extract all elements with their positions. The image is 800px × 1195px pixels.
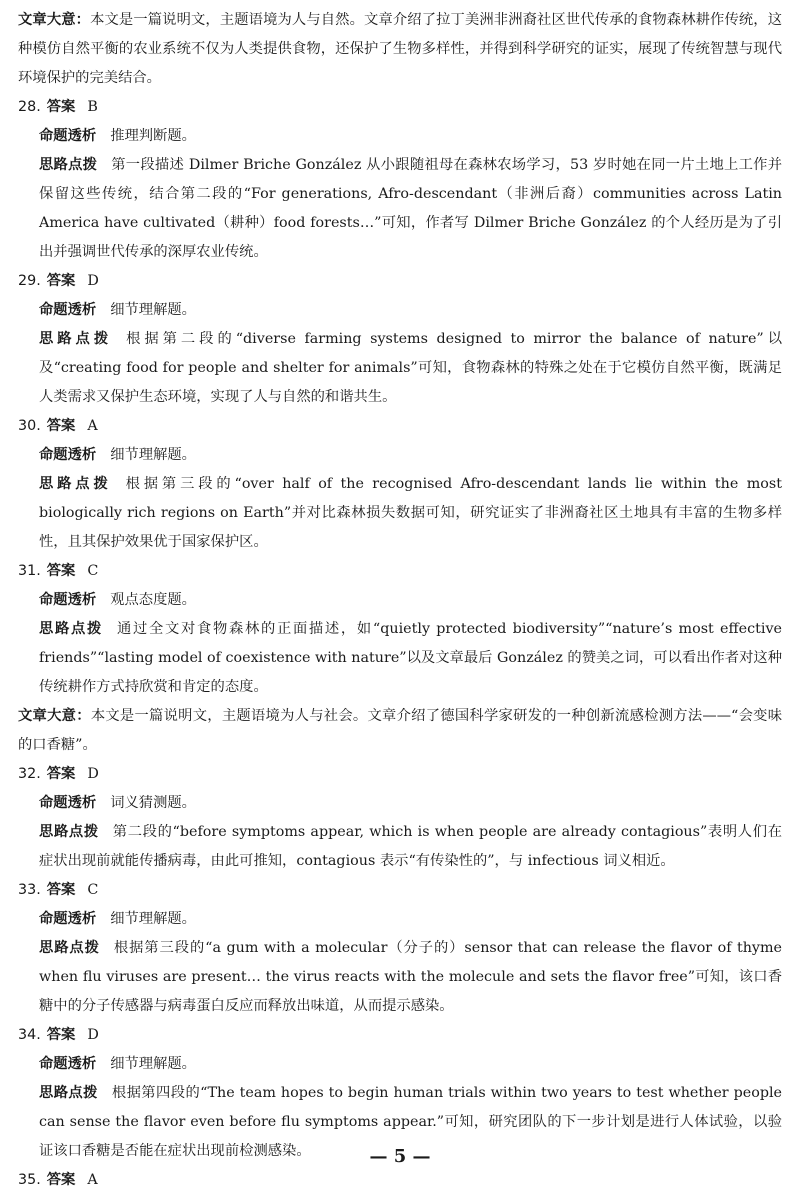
question-block-30 [18,412,782,557]
hint-label: 思路点拨 [39,824,99,840]
analysis-label: 命题透析 [39,795,97,811]
analysis-row [18,586,782,615]
hint-row [18,151,782,267]
answer-value: D [87,273,99,289]
answer-value: D [87,766,99,782]
analysis-label: 命题透析 [39,302,97,318]
question-header [18,1021,782,1050]
analysis-text: 词义猜测题。 [110,795,196,811]
summary-paragraph [18,702,782,760]
answer-value: D [87,1027,99,1043]
analysis-text: 细节理解题。 [110,1056,196,1072]
analysis-text: 观点态度题。 [110,592,196,608]
question-number: 28. [18,99,41,115]
hint-text: 根据第二段的“diverse farming systems designed to mirror the balance of nature”以及“creating food for people and shelter for animals”可知，食物森林的特殊之处在于它模仿自然平衡，既满足人类需求又保护生态环境，实现了人与自然的和谐共生。 [39,331,783,405]
hint-label: 思路点拨 [39,157,98,173]
page-number: — 5 — [369,1146,431,1167]
question-header [18,412,782,441]
analysis-label: 命题透析 [39,592,97,608]
hint-label: 思路点拨 [39,476,112,492]
hint-text: 第一段描述 Dilmer Briche González 从小跟随祖母在森林农场学习，53 岁时她在同一片土地上工作并保留这些传统，结合第二段的“For generations, Afro-descendant（非洲后裔）communities across Latin America have cultivated（耕种）food forests…”可知，作者写 Dilmer Briche González 的个人经历是为了引出并强调世代传承的深厚农业传统。 [39,157,783,260]
hint-text: 根据第三段的“over half of the recognised Afro-descendant lands lie within the most biologically rich regions on Earth”并对比森林损失数据可知，研究证实了非洲裔社区土地具有丰富的生物多样性，且其保护效果优于国家保护区。 [39,476,782,550]
question-number: 35. [18,1172,41,1188]
analysis-row [18,905,782,934]
analysis-label: 命题透析 [39,911,97,927]
question-header [18,267,782,296]
question-header [18,93,782,122]
summary-text: 本文是一篇说明文，主题语境为人与自然。文章介绍了拉丁美洲非洲裔社区世代传承的食物森林耕作传统，这种模仿自然平衡的农业系统不仅为人类提供食物，还保护了生物多样性，并得到科学研究的证实，展现了传统智慧与现代环境保护的完美结合。 [18,12,783,86]
hint-row [18,934,782,1021]
answer-value: C [87,563,99,579]
question-block-31 [18,557,782,702]
analysis-text: 细节理解题。 [110,302,196,318]
hint-label: 思路点拨 [39,331,113,347]
analysis-row [18,789,782,818]
analysis-row [18,1050,782,1079]
answer-label: 答案 [46,882,76,898]
hint-label: 思路点拨 [39,1085,98,1101]
answer-value: C [87,882,99,898]
hint-text: 根据第四段的“The team hopes to begin human trials within two years to test whether people can sense the flavor even before flu symptoms appear.”可知，研究团队的下一步计划是进行人体试验，以验证该口香糖是否能在症状出现前检测感染。 [39,1085,783,1159]
question-number: 34. [18,1027,41,1043]
question-header [18,557,782,586]
hint-label: 思路点拨 [39,621,103,637]
question-number: 33. [18,882,41,898]
answer-label: 答案 [46,99,76,115]
answer-label: 答案 [46,1172,76,1188]
question-header [18,876,782,905]
question-block-33 [18,876,782,1021]
hint-row [18,325,782,412]
summary-paragraph [18,6,782,93]
question-block-35 [18,1166,782,1195]
analysis-label: 命题透析 [39,447,97,463]
question-header [18,1166,782,1195]
answer-label: 答案 [46,1027,76,1043]
analysis-text: 细节理解题。 [110,911,196,927]
analysis-text: 细节理解题。 [110,447,196,463]
answer-label: 答案 [46,766,76,782]
hint-label: 思路点拨 [39,940,100,956]
answer-label: 答案 [46,563,76,579]
summary-text: 本文是一篇说明文，主题语境为人与社会。文章介绍了德国科学家研发的一种创新流感检测方法——“会变味的口香糖”。 [18,708,782,753]
analysis-row [18,441,782,470]
summary-lead: 文章大意： [18,12,91,28]
analysis-row [18,122,782,151]
question-number: 29. [18,273,41,289]
question-block-29 [18,267,782,412]
question-block-34 [18,1021,782,1166]
question-number: 30. [18,418,41,434]
question-block-28 [18,93,782,267]
question-header [18,760,782,789]
summary-lead: 文章大意： [18,708,91,724]
hint-row [18,615,782,702]
question-number: 32. [18,766,41,782]
analysis-text: 推理判断题。 [110,128,196,144]
analysis-label: 命题透析 [39,1056,97,1072]
answer-value: A [87,1172,98,1188]
hint-text: 通过全文对食物森林的正面描述，如“quietly protected biodiversity”“nature’s most effective friends”“lasting model of coexistence with nature”以及文章最后 González 的赞美之词，可以看出作者对这种传统耕作方式持欣赏和肯定的态度。 [39,621,782,695]
answer-value: B [87,99,98,115]
answer-value: A [87,418,98,434]
analysis-row [18,296,782,325]
hint-text: 根据第三段的“a gum with a molecular（分子的）sensor that can release the flavor of thyme when flu viruses are present… the virus reacts with the molecule and sets the flavor free”可知，该口香糖中的分子传感器与病毒蛋白反应而释放出味道，从而提示感染。 [39,940,783,1014]
question-block-32 [18,760,782,876]
hint-row [18,470,782,557]
analysis-label: 命题透析 [39,128,97,144]
question-number: 31. [18,563,41,579]
hint-text: 第二段的“before symptoms appear, which is when people are already contagious”表明人们在症状出现前就能传播病毒，由此可推知，contagious 表示“有传染性的”，与 infectious 词义相近。 [39,824,782,869]
answer-label: 答案 [46,273,76,289]
answer-label: 答案 [46,418,76,434]
hint-row [18,818,782,876]
